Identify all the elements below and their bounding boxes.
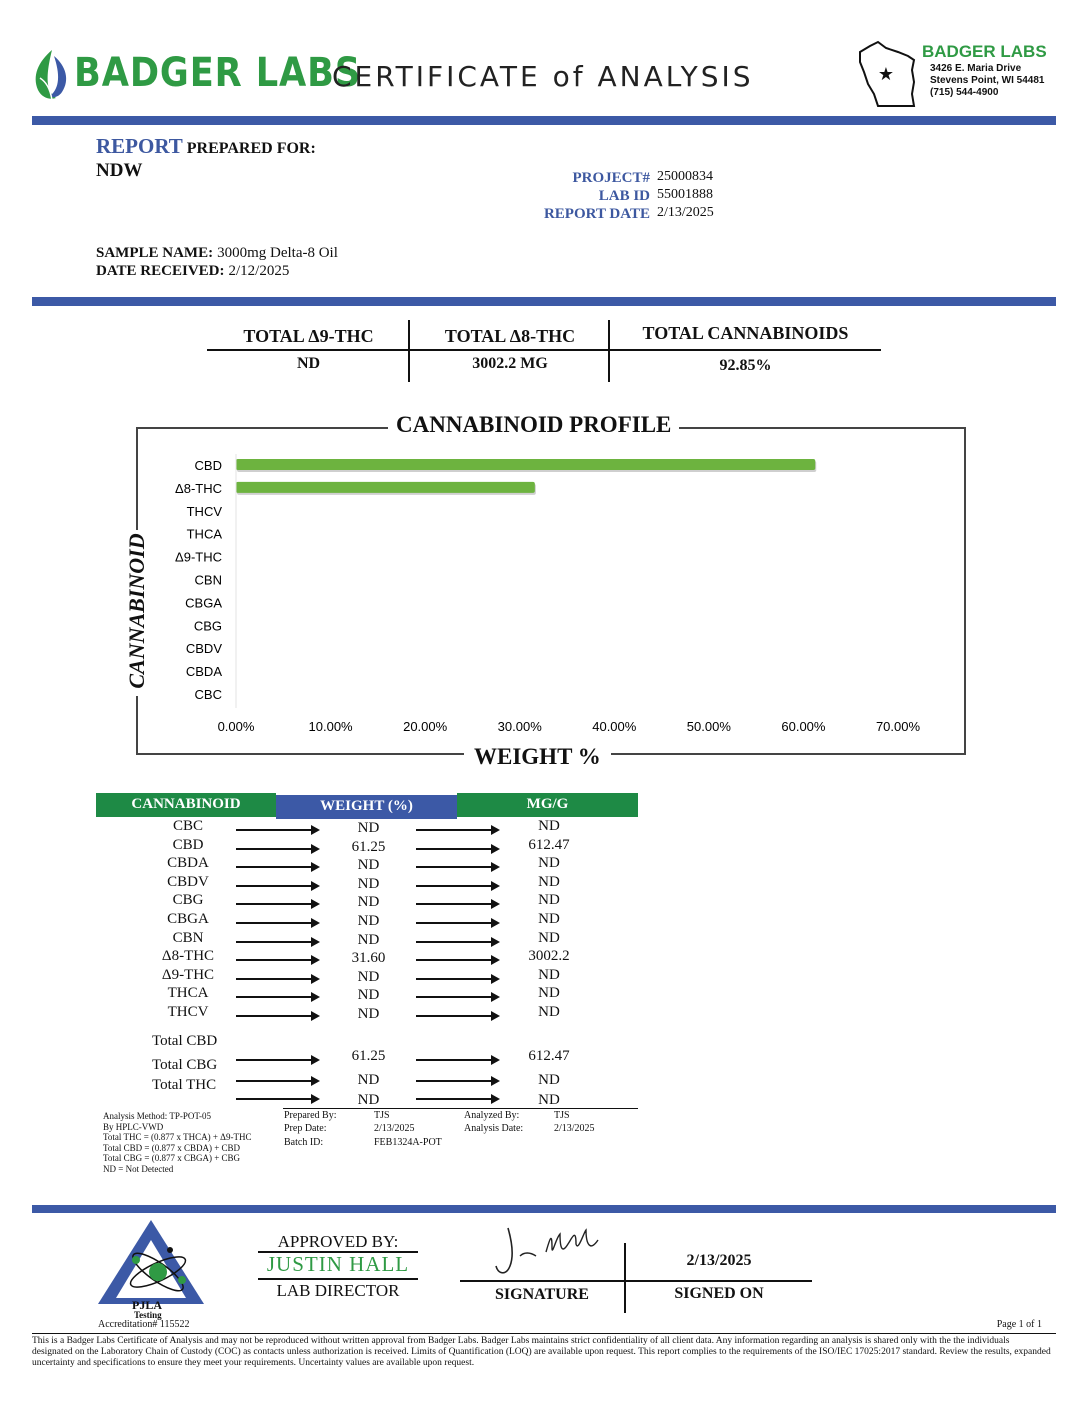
sample-name-label: SAMPLE NAME: (96, 245, 214, 261)
batch-value: FEB1324A-POT (374, 1137, 442, 1148)
prepared-for-label: PREPARED FOR: (186, 140, 316, 157)
method-line: Total CBG = (0.877 x CBGA) + CBG (103, 1153, 241, 1163)
total-thc-label: Total THC (152, 1077, 217, 1093)
row-arrow (416, 959, 498, 961)
table-row (96, 948, 636, 967)
summary-table (207, 318, 881, 384)
row-arrow (236, 903, 318, 905)
bar (236, 459, 815, 470)
lab-name: BADGER LABS (922, 42, 1047, 61)
x-tick-label: 10.00% (308, 719, 353, 734)
total-arrow-3b (416, 1098, 498, 1100)
report-prepared-for (96, 134, 316, 159)
approver-title: LAB DIRECTOR (276, 1281, 400, 1300)
row-arrow (416, 903, 498, 905)
table-head-cannabinoid: CANNABINOID (96, 793, 276, 817)
y-tick-label: CBDA (185, 664, 222, 680)
approver-rule-bottom (258, 1278, 418, 1280)
y-tick-label: CBC (194, 687, 222, 702)
row-weight: ND (357, 913, 380, 929)
row-cannabinoid: Δ8-THC (161, 948, 215, 965)
report-date-value: 2/13/2025 (657, 205, 714, 220)
row-arrow (236, 922, 318, 924)
row-mg: ND (538, 818, 560, 834)
row-arrow (236, 996, 318, 998)
sample-name (96, 244, 338, 262)
chart-xlabel: WEIGHT % (464, 744, 611, 770)
y-tick-label: CBD (194, 458, 222, 473)
y-tick-label: CBGA (185, 595, 222, 611)
row-arrow (416, 885, 498, 887)
batch-label: Batch ID: (284, 1137, 324, 1148)
row-arrow (236, 829, 318, 831)
project-label: PROJECT# (572, 170, 650, 186)
row-cannabinoid: THCA (167, 985, 209, 1002)
summary-rule (207, 349, 881, 351)
total-cbg-mg: ND (538, 1072, 560, 1088)
table-head-weight: WEIGHT (%) (276, 795, 457, 819)
signature-rule (460, 1280, 812, 1282)
row-weight: 61.25 (351, 838, 386, 855)
date-received-value: 2/12/2025 (228, 263, 290, 279)
lab-address-1: 3426 E. Maria Drive (930, 63, 1022, 74)
chart-ylabel: CANNABINOID (124, 533, 149, 689)
x-tick-label: 40.00% (592, 719, 637, 734)
row-arrow (236, 941, 318, 943)
cannabinoid-profile-chart (160, 446, 920, 746)
method-line: Total CBD = (0.877 x CBDA) + CBD (103, 1142, 241, 1153)
row-weight: ND (357, 894, 380, 911)
prep-date-label: Prep Date: (284, 1123, 327, 1134)
row-arrow (236, 885, 318, 887)
method-line: ND = Not Detected (103, 1163, 174, 1174)
total-cbg-weight: ND (357, 1072, 380, 1088)
row-cannabinoid: CBD (172, 836, 204, 853)
row-mg: ND (538, 911, 560, 927)
summary-val-d9: ND (296, 355, 321, 372)
row-cannabinoid: CBDA (167, 855, 209, 872)
x-tick-label: 50.00% (686, 719, 731, 734)
prepared-by-value: TJS (374, 1110, 390, 1121)
table-row (96, 930, 636, 949)
y-tick-label: THCA (186, 526, 222, 542)
report-word: REPORT (96, 134, 183, 158)
y-tick-label: CBDV (185, 641, 222, 657)
client-name: NDW (96, 160, 143, 181)
row-weight: ND (357, 931, 380, 948)
table-row (96, 911, 636, 930)
labid-value: 55001888 (657, 187, 713, 202)
row-arrow (236, 1015, 318, 1017)
signature-label: SIGNATURE (495, 1286, 589, 1303)
x-tick-label: 0.00% (217, 719, 255, 734)
header-divider (32, 116, 1056, 125)
row-arrow (416, 1015, 498, 1017)
row-arrow (416, 996, 498, 998)
method-line: Analysis Method: TP-POT-05 (103, 1111, 212, 1121)
row-mg: 3002.2 (528, 948, 570, 965)
y-tick-label: Δ9-THC (175, 549, 222, 565)
y-tick-label: CBG (193, 618, 222, 634)
row-mg: ND (538, 985, 560, 1002)
bar (236, 482, 535, 493)
table-row (96, 892, 636, 911)
table-row (96, 818, 636, 837)
method-line: Total THC = (0.877 x THCA) + Δ9-THC (103, 1132, 252, 1142)
analyzed-by-label: Analyzed By: (464, 1110, 520, 1121)
pjla-badge (96, 1218, 206, 1330)
accreditation-number: Accreditation# 115522 (98, 1319, 190, 1330)
prepared-by-label: Prepared By: (284, 1110, 337, 1121)
footer-disclaimer: This is a Badger Labs Certificate of Analysis and may not be reproduced without written approval from Badger Labs. Badger Labs maintains strict confidentiality of all client data. Any information regarding an analysis is shared only with the the individuals designated on the Laboratory Chain of Custody (COC) as contacts unless authorization is received. Limits of Quantification (LOQ) are available upon request. This report complies to the requirements of the ISO/IEC 17025:2017 standard. Review the results, expanded uncertainty and specifications to ensure they meet your requirements. Uncertainty values are available upon request. (32, 1336, 1051, 1368)
row-arrow (236, 978, 318, 980)
row-cannabinoid: CBC (172, 818, 203, 834)
document-title: CERTIFICATE of ANALYSIS (332, 60, 754, 93)
row-arrow (416, 978, 498, 980)
row-weight: ND (357, 987, 380, 1004)
row-mg: ND (538, 1004, 560, 1020)
row-cannabinoid: Δ9-THC (161, 966, 215, 983)
totals-block (96, 1033, 638, 1109)
labid-label: LAB ID (598, 188, 650, 204)
project-value: 25000834 (657, 169, 713, 184)
x-tick-label: 60.00% (781, 719, 826, 734)
row-arrow (416, 866, 498, 868)
total-arrow-1b (416, 1059, 498, 1061)
lab-phone: (715) 544-4900 (930, 87, 999, 98)
row-arrow (236, 848, 318, 850)
row-mg: ND (538, 892, 560, 909)
row-cannabinoid: THCV (167, 1004, 209, 1020)
leaf-logo-icon (30, 48, 74, 102)
date-received (96, 262, 289, 280)
approver-name: JUSTIN HALL (266, 1252, 410, 1276)
prep-date-value: 2/13/2025 (374, 1123, 415, 1134)
total-cbd-weight: 61.25 (351, 1048, 386, 1064)
x-tick-label: 20.00% (403, 719, 448, 734)
row-weight: ND (357, 820, 380, 836)
wisconsin-map-icon (856, 38, 922, 110)
table-row (96, 855, 636, 874)
x-tick-label: 30.00% (497, 719, 542, 734)
analysis-date-value: 2/13/2025 (554, 1123, 595, 1134)
table-row (96, 1004, 636, 1023)
approved-by-label: APPROVED BY: (277, 1232, 399, 1251)
row-weight: ND (357, 968, 380, 985)
svg-text:★: ★ (877, 64, 895, 85)
row-cannabinoid: CBN (172, 929, 204, 946)
total-arrow-3a (236, 1098, 318, 1100)
table-row (96, 874, 636, 893)
row-mg: ND (538, 873, 560, 890)
row-arrow (236, 959, 318, 961)
row-weight: 31.60 (351, 950, 386, 967)
total-thc-mg: ND (538, 1092, 560, 1108)
page-number: Page 1 of 1 (996, 1319, 1042, 1330)
pjla-sub: Testing (134, 1310, 162, 1320)
summary-val-d8: 3002.2 MG (472, 355, 548, 372)
method-notes (103, 1111, 283, 1174)
row-arrow (416, 829, 498, 831)
signature-image (490, 1222, 610, 1282)
table-row (96, 837, 636, 856)
row-mg: 612.47 (528, 836, 570, 853)
logo (30, 48, 362, 102)
summary-head-total: TOTAL CANNABINOIDS (642, 323, 849, 343)
total-cbg-label: Total CBG (152, 1057, 218, 1073)
chart-title: CANNABINOID PROFILE (388, 412, 679, 438)
row-mg: ND (538, 855, 560, 872)
total-cbd-mg: 612.47 (528, 1048, 570, 1064)
total-arrow-1a (236, 1059, 318, 1061)
method-line: By HPLC-VWD (103, 1121, 164, 1132)
analyzed-by-value: TJS (554, 1110, 570, 1121)
signed-on-label: SIGNED ON (674, 1285, 764, 1302)
row-arrow (416, 922, 498, 924)
table-head-mg: MG/G (457, 793, 638, 817)
y-tick-label: CBN (194, 572, 222, 588)
row-arrow (416, 941, 498, 943)
row-cannabinoid: CBDV (167, 873, 209, 890)
total-arrow-2b (416, 1080, 498, 1082)
table-row (96, 967, 636, 986)
lab-address-2: Stevens Point, WI 54481 (930, 75, 1045, 86)
row-weight: ND (357, 875, 380, 892)
y-tick-label: THCV (186, 503, 222, 519)
logo-text: BADGER LABS (74, 50, 362, 96)
date-received-label: DATE RECEIVED: (96, 263, 225, 279)
footer-rule (32, 1333, 1056, 1334)
row-mg: ND (538, 929, 560, 946)
row-weight: ND (357, 1006, 380, 1022)
report-date-label: REPORT DATE (543, 206, 650, 222)
pjla-name: PJLA (132, 1298, 162, 1312)
summary-head-d9: TOTAL Δ9-THC (243, 326, 374, 346)
sample-name-value: 3000mg Delta-8 Oil (217, 245, 338, 261)
table-row (96, 985, 636, 1004)
row-arrow (236, 866, 318, 868)
report-divider (32, 297, 1056, 306)
lab-address-block (856, 38, 1066, 112)
row-weight: ND (357, 857, 380, 874)
approval-divider (32, 1205, 1056, 1213)
summary-val-total: 92.85% (719, 357, 772, 374)
analysis-date-label: Analysis Date: (464, 1123, 524, 1134)
row-arrow (416, 848, 498, 850)
y-tick-label: Δ8-THC (175, 480, 222, 496)
signed-date: 2/13/2025 (686, 1252, 752, 1269)
row-mg: ND (538, 966, 560, 983)
summary-head-d8: TOTAL Δ8-THC (444, 326, 576, 346)
total-arrow-2a (236, 1080, 318, 1082)
row-cannabinoid: CBG (172, 892, 204, 909)
pjla-accreditation-icon (96, 1218, 206, 1308)
total-cbd-label: Total CBD (152, 1033, 218, 1049)
row-cannabinoid: CBGA (167, 911, 209, 927)
total-thc-weight: ND (357, 1092, 380, 1108)
x-tick-label: 70.00% (875, 719, 920, 734)
signature-sep (624, 1243, 626, 1313)
